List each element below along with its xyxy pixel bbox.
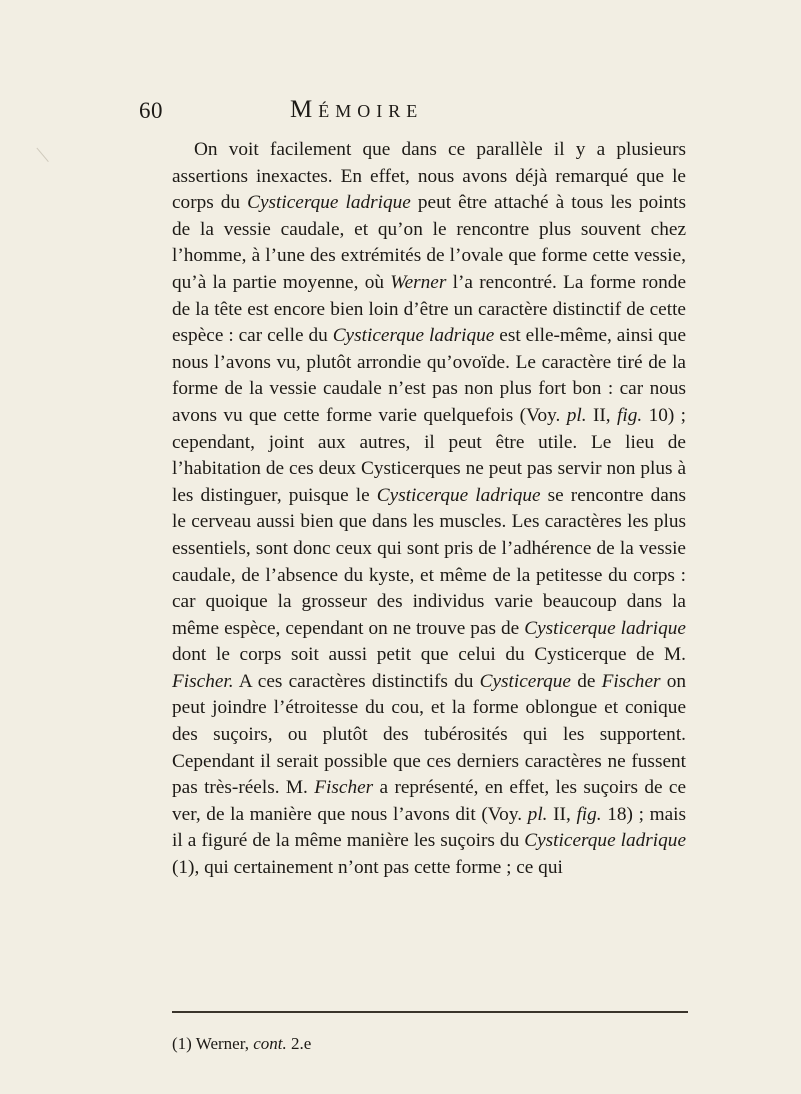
running-title: Mémoire: [290, 96, 424, 123]
page-number: 60: [139, 98, 163, 123]
footnote-marker: (1): [172, 1034, 192, 1053]
margin-mark: [36, 136, 62, 162]
footnote-number: 2.e: [286, 1034, 312, 1053]
footnote-author: Werner,: [191, 1034, 254, 1053]
footnote-rule: [172, 1011, 688, 1013]
body-paragraph: On voit facilement que dans ce parallèle il y a plusieurs assertions inexactes. En effet, nous avons déjà remarqué que le corps du Cysticerque ladrique peut être attaché à tous les points de la vessie caudale, et qu’on le rencontre plus souvent chez l’homme, à l’une des extrémités de l’ovale que forme cette vessie, qu’à la partie moyenne, où Werner l’a rencontré. La forme ronde de la tête est encore bien loin d’être un caractère distinctif de cette espèce : car celle du Cysticerque ladrique est elle-même, ainsi que nous l’avons vu, plutôt arrondie qu’ovoïde. Le caractère tiré de la forme de la vessie caudale n’est pas non plus fort bon : car nous avons vu que cette forme varie quelquefois (Voy. pl. II, fig. 10) ; cependant, joint aux autres, il peut être utile. Le lieu de l’habitation de ces deux Cysticerques ne peut pas servir non plus à les distinguer, puisque le Cysticerque ladrique se rencontre dans le cerveau aussi bien que dans les muscles. Les caractères les plus essentiels, sont donc ceux qui sont pris de l’adhérence de la vessie caudale, de l’absence du kyste, et même de la petitesse du corps : car quoique la grosseur des individus varie beaucoup dans la même espèce, cependant on ne trouve pas de Cysticerque ladrique dont le corps soit aussi petit que celui du Cysticerque de M. Fischer. A ces caractères distinctifs du Cysticerque de Fischer on peut joindre l’étroitesse du cou, et la forme oblongue et conique des suçoirs, ou plutôt des tubérosités qui les supportent. Cependant il serait possible que ces derniers caractères ne fussent pas très-réels. M. Fischer a représenté, en effet, les suçoirs de ce ver, de la manière que nous l’avons dit (Voy. pl. II, fig. 18) ; mais il a figuré de la même manière les suçoirs du Cysticerque ladrique (1), qui certainement n’ont pas cette forme ; ce qui: [172, 139, 687, 879]
footnote: [172, 1034, 311, 1054]
footnote-ref: cont.: [253, 1034, 287, 1053]
